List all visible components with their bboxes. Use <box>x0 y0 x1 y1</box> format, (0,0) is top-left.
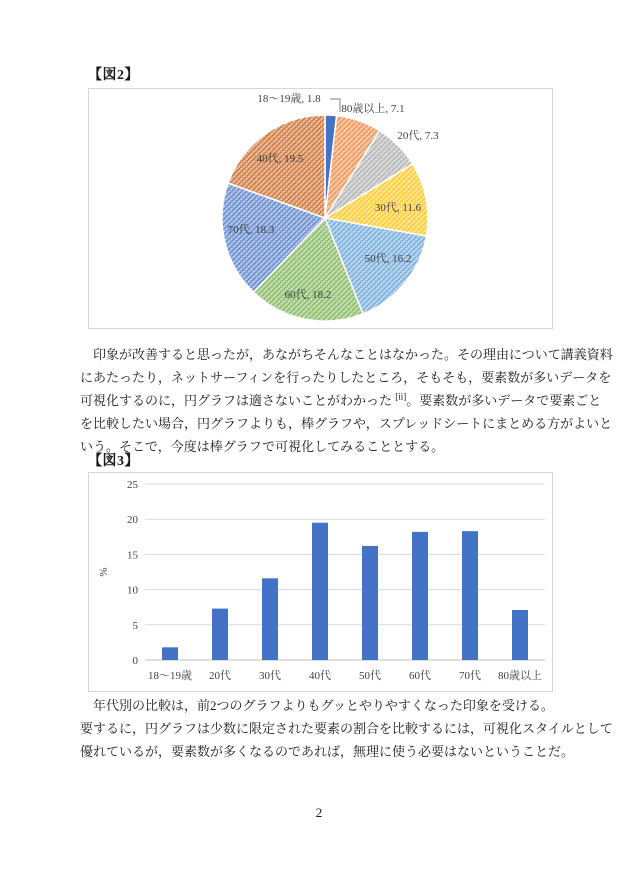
x-tick-label: 70代 <box>459 670 481 682</box>
x-tick-label: 40代 <box>309 670 331 682</box>
text-line: 年代別の比較は，前2つのグラフよりもグッとやりやすくなった印象を受ける。 <box>80 698 554 713</box>
pie-data-label: 50代, 16.2 <box>364 253 412 265</box>
pie-data-label: 40代, 19.5 <box>256 153 304 165</box>
x-tick-label: 50代 <box>359 670 381 682</box>
bar-50代 <box>362 546 378 660</box>
text-line: にあたったり，ネットサーフィンを行ったりしたところ，そもそも，要素数が多いデータを <box>80 370 612 385</box>
text-line: いう。そこで，今度は棒グラフで可視化してみることとする。 <box>80 439 445 454</box>
bar-40代 <box>312 523 328 660</box>
paragraph-1 <box>80 343 613 458</box>
bar-60代 <box>412 532 428 660</box>
bar-30代 <box>262 578 278 660</box>
x-tick-label: 30代 <box>259 670 281 682</box>
x-tick-label: 80歳以上 <box>498 670 542 682</box>
bar-70代 <box>462 531 478 660</box>
x-tick-label: 18〜19歳 <box>148 670 192 682</box>
paragraph-2 <box>80 694 613 763</box>
figure2-caption: 【図2】 <box>88 68 139 83</box>
text-line: 印象が改善すると思ったが，あながちそんなことはなかった。その理由について講義資料 <box>80 347 613 362</box>
bar-18〜19歳 <box>162 647 178 660</box>
figure2-pie-chart <box>88 88 553 329</box>
text-line: 可視化するのに，円グラフは適さないことがわかった [ii]。要素数が多いデータで要素ごと <box>80 391 602 408</box>
figure3-bar-chart <box>88 472 553 692</box>
pie-data-label: 70代, 18.3 <box>227 224 275 236</box>
pie-data-label: 80歳以上, 7.1 <box>341 103 405 115</box>
y-tick-label: 20 <box>127 514 138 527</box>
pie-data-label: 18〜19歳, 1.8 <box>257 93 321 105</box>
y-tick-label: 25 <box>127 479 138 491</box>
text-line: 要するに，円グラフは少数に限定された要素の割合を比較するには，可視化スタイルとして <box>80 721 613 736</box>
y-axis-title: % <box>98 567 110 577</box>
y-tick-label: 5 <box>132 619 138 632</box>
y-tick-label: 10 <box>127 584 138 597</box>
footnote-reference: [ii] <box>395 391 407 402</box>
pie-data-label: 60代, 18.2 <box>284 289 332 301</box>
text-line: を比較したい場合，円グラフよりも，棒グラフや，スプレッドシートにまとめる方がよいと <box>80 416 613 431</box>
pie-data-label: 20代, 7.3 <box>397 130 439 142</box>
bar-20代 <box>212 609 228 660</box>
x-tick-label: 20代 <box>209 670 231 682</box>
bar-chart-svg <box>89 473 552 691</box>
pie-chart-svg <box>89 89 552 328</box>
x-tick-label: 60代 <box>409 670 431 682</box>
text-line: 優れているが，要素数が多くなるのであれば，無理に使う必要はないということだ。 <box>80 744 575 759</box>
pie-data-label: 30代, 11.6 <box>374 202 422 214</box>
y-tick-label: 15 <box>127 549 138 562</box>
figure3-caption: 【図3】 <box>88 454 139 469</box>
bar-80歳以上 <box>512 610 528 660</box>
y-tick-label: 0 <box>132 655 138 667</box>
pie-label-leader-line <box>330 99 340 112</box>
page-number: 2 <box>315 805 323 820</box>
